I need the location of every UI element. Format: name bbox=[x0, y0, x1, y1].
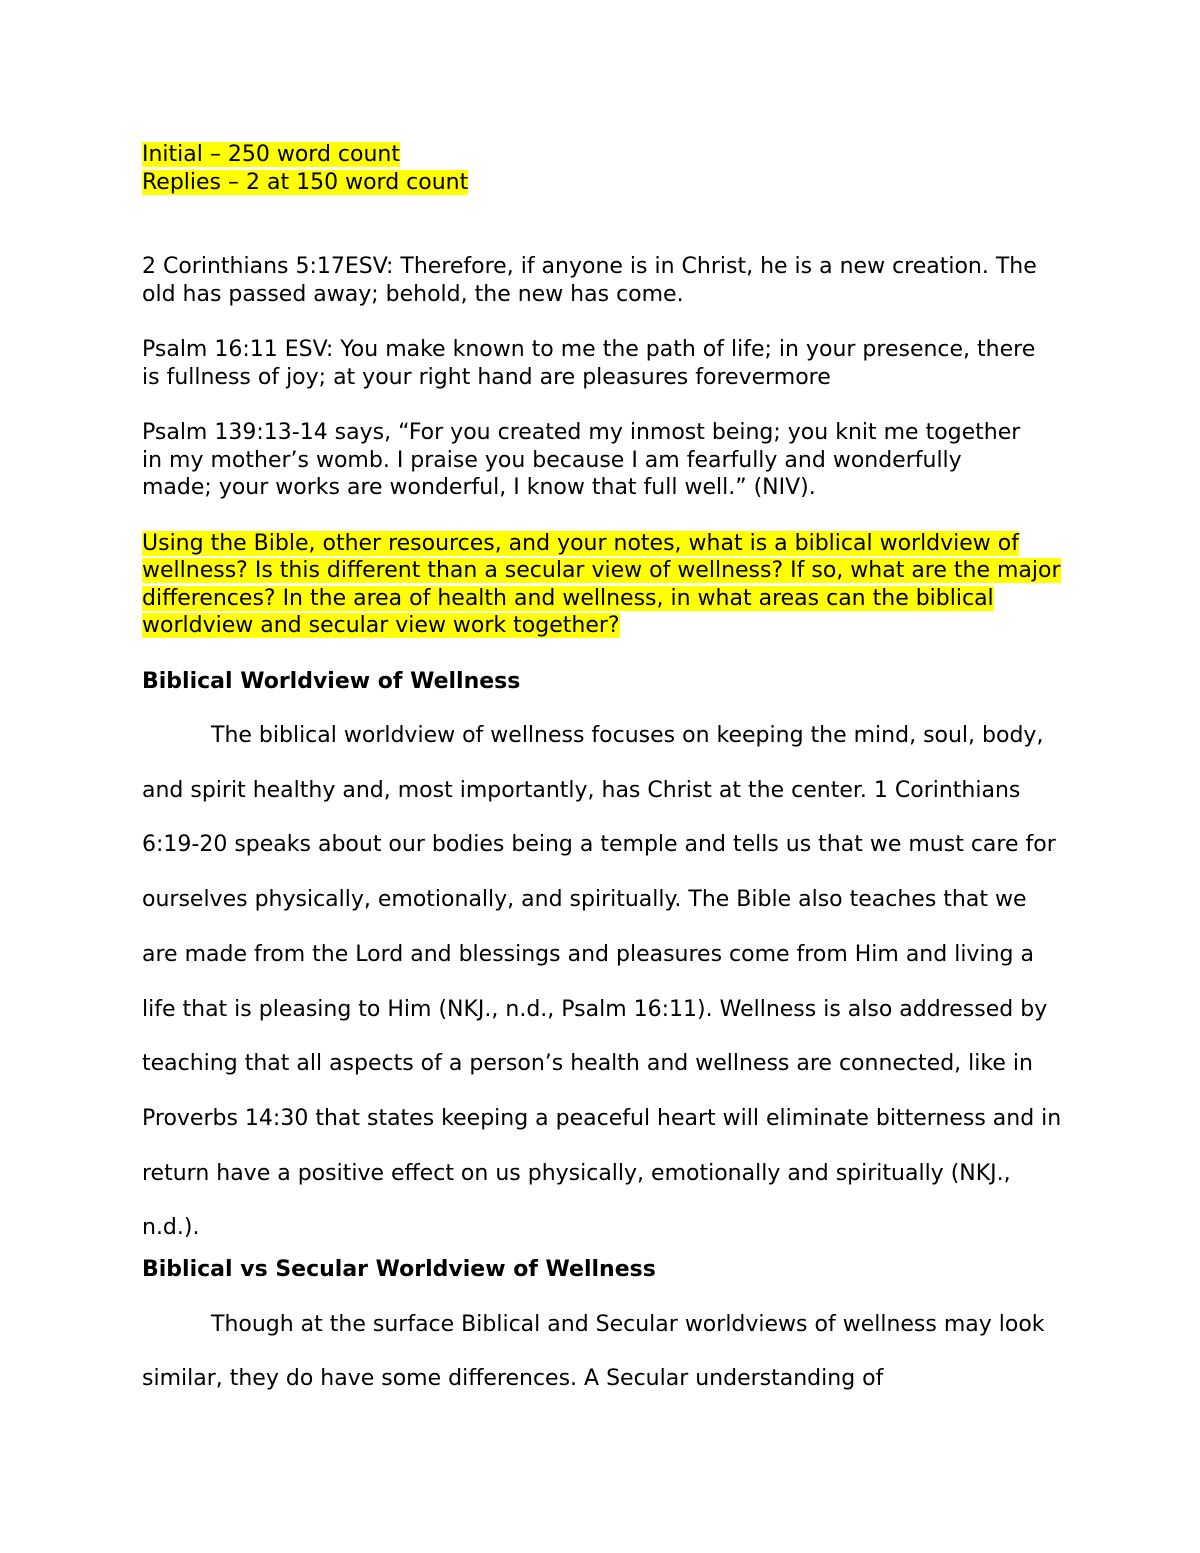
replies-requirement: Replies – 2 at 150 word count bbox=[142, 169, 469, 195]
document-page bbox=[142, 141, 1062, 1407]
section-body-comparison: Though at the surface Biblical and Secular worldviews of wellness may look similar, they do have some differences. A Secular understanding of bbox=[142, 1311, 1045, 1392]
verse-2-corinthians: 2 Corinthians 5:17ESV: Therefore, if anyone is in Christ, he is a new creation. The old has passed away; behold, the new has come. bbox=[142, 254, 1037, 307]
section-body-biblical: The biblical worldview of wellness focuses on keeping the mind, soul, body, and spirit healthy and, most importantly, has Christ at the center. 1 Corinthians 6:19-20 speaks about our bodies being a temple and tells us that we must care for ourselves physically, emotionally, and spiritually. The Bible also teaches that we are made from the Lord and blessings and pleasures come from Him and living a life that is pleasing to Him (NKJ., n.d., Psalm 16:11). Wellness is also addressed by teaching that all aspects of a person’s health and wellness are connected, like in Proverbs 14:30 that states keeping a peaceful heart will eliminate bitterness and in return have a positive effect on us physically, emotionally and spiritually (NKJ., n.d.). bbox=[142, 723, 1062, 1241]
initial-requirement: Initial – 250 word count bbox=[142, 142, 400, 167]
verse-psalm-139: Psalm 139:13-14 says, “For you created my inmost being; you knit me together in my mother’s womb. I praise you because I am fearfully and wonderfully made; your works are wonderful, I know that full well.” (NIV). bbox=[142, 420, 1021, 500]
discussion-prompt-text: Using the Bible, other resources, and your notes, what is a biblical worldview of wellness? Is this different than a secular view of wellness? If so, what are the major differences? In the area of health and wellness, in what areas can the biblical worldview and secular view work together? bbox=[142, 530, 1061, 638]
verse-psalm-16: Psalm 16:11 ESV: You make known to me the path of life; in your presence, there is fullness of joy; at your right hand are pleasures forevermore bbox=[142, 337, 1036, 390]
section-heading-comparison: Biblical vs Secular Worldview of Wellness bbox=[142, 1257, 656, 1283]
requirements-block bbox=[142, 141, 1062, 196]
section-heading-biblical: Biblical Worldview of Wellness bbox=[142, 668, 521, 694]
discussion-prompt bbox=[142, 530, 1062, 640]
